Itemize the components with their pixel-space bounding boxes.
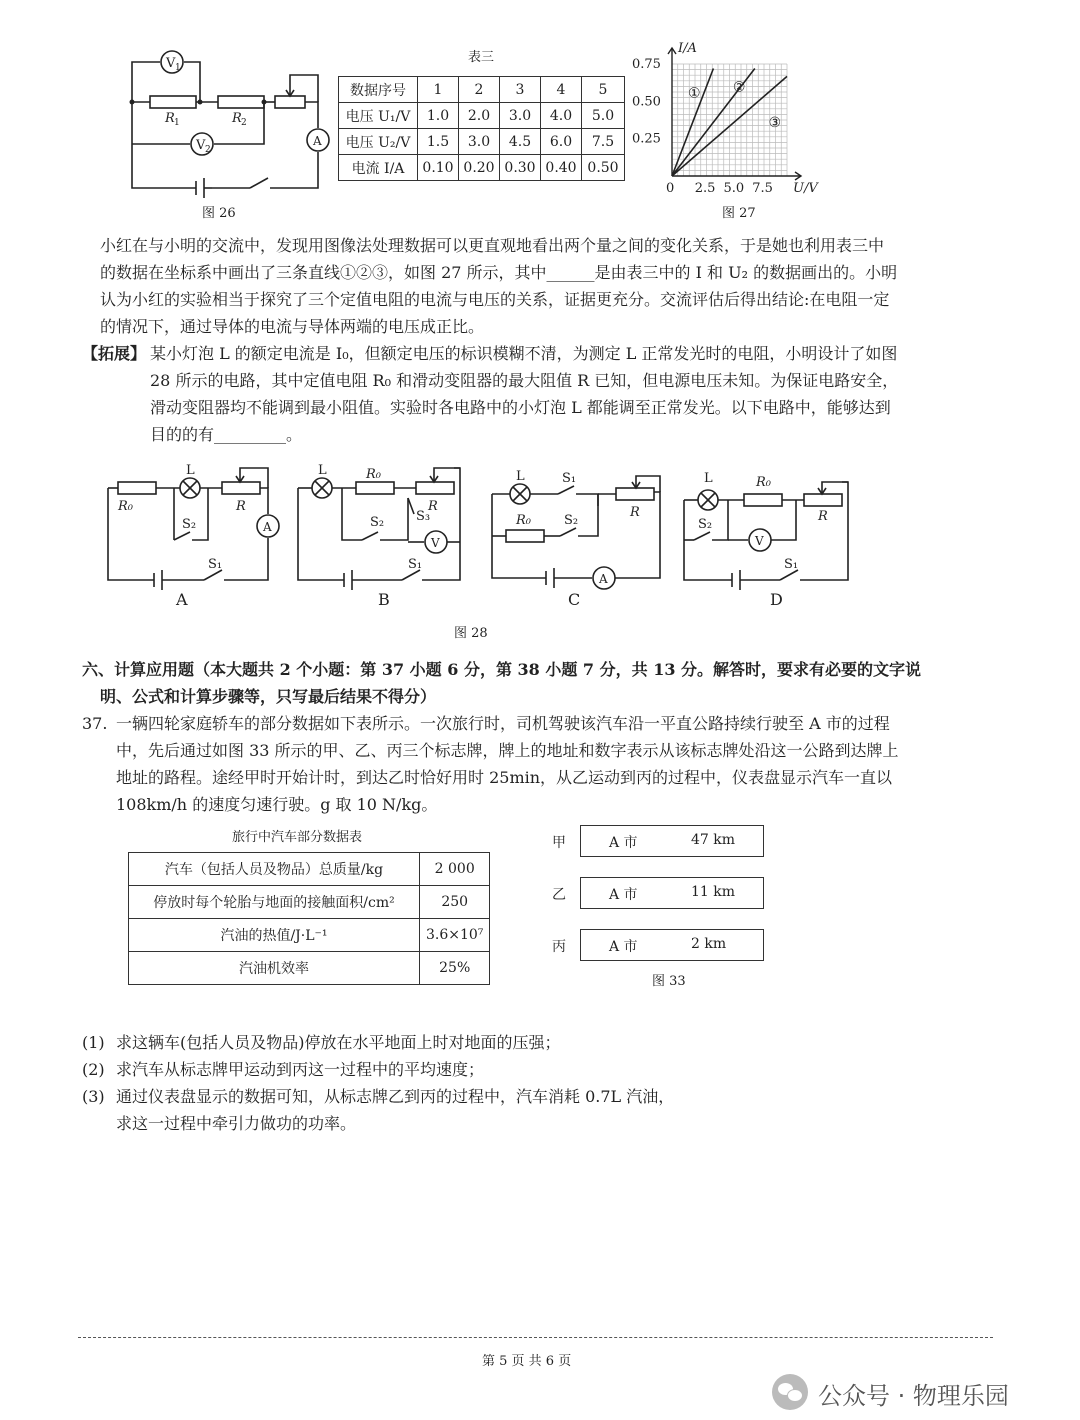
table-cell: 停放时每个轮胎与地面的接触面积/cm² xyxy=(129,886,420,919)
sign-distance: 47 km xyxy=(691,832,736,848)
x-tick-label: 0 xyxy=(666,181,675,196)
v1-label: V xyxy=(166,56,176,71)
table-cell: 0.30 xyxy=(500,155,541,181)
s2-label: S₂ xyxy=(182,517,197,532)
extension-line: 28 所示的电路，其中定值电阻 R₀ 和滑动变阻器的最大阻值 R 已知，但电源电压未知。为保证电路安全， xyxy=(150,371,899,390)
rheostat-label: R xyxy=(818,509,828,524)
para1-line: 的情况下，通过导体的电流与导体两端的电压成正比。 xyxy=(100,317,485,336)
watermark-text: 公众号 · 物理乐园 xyxy=(818,1382,1009,1410)
table-row xyxy=(129,853,490,886)
y-tick-label: 0.50 xyxy=(632,94,661,110)
subq-text: 通过仪表盘显示的数据可知，从标志牌乙到丙的过程中，汽车消耗 0.7L 汽油， xyxy=(116,1087,675,1106)
table-row xyxy=(339,103,625,129)
table-cell: 3.0 xyxy=(459,129,500,155)
r0-label: R₀ xyxy=(366,467,381,482)
sign-name: 丙 xyxy=(552,939,566,955)
sign-jia xyxy=(580,825,764,857)
table-cell: 电压 U₂/V xyxy=(339,129,418,155)
fig27-chart xyxy=(630,30,840,200)
q37-number: 37. xyxy=(82,714,108,733)
fig33-caption: 图 33 xyxy=(652,974,686,989)
table-cell: 5 xyxy=(582,77,625,103)
sign-name: 甲 xyxy=(552,835,566,851)
x-tick-label: 7.5 xyxy=(752,181,773,196)
series-label: ① xyxy=(688,85,701,102)
table-cell: 7.5 xyxy=(582,129,625,155)
table-cell: 电流 I/A xyxy=(339,155,418,181)
table-cell: 汽车（包括人员及物品）总质量/kg xyxy=(129,853,420,886)
table-cell: 2 000 xyxy=(420,853,490,886)
s1-label: S₁ xyxy=(208,557,223,572)
voltmeter-label: V xyxy=(431,536,440,550)
x-tick-label: 2.5 xyxy=(694,181,716,196)
table-row xyxy=(339,129,625,155)
sign-city: A 市 xyxy=(609,939,638,955)
table-cell: 6.0 xyxy=(541,129,582,155)
fig26-circuit xyxy=(120,40,340,200)
fig28-caption: 图 28 xyxy=(454,626,488,641)
v2-label: V xyxy=(196,138,206,153)
para1-line: 认为小红的实验相当于探究了三个定值电阻的电流与电压的关系，证据更充分。交流评估后得出结论:在电阻一定 xyxy=(100,290,890,309)
ammeter-label: A xyxy=(599,572,608,586)
table3 xyxy=(338,76,625,181)
table-row xyxy=(129,919,490,952)
table-cell: 25% xyxy=(420,952,490,985)
s3-label: S₃ xyxy=(416,509,431,524)
r0-label: R₀ xyxy=(756,475,771,490)
car-data-table xyxy=(128,852,490,985)
table-cell: 250 xyxy=(420,886,490,919)
s2-label: S₂ xyxy=(698,517,713,532)
table-cell: 3.0 xyxy=(500,103,541,129)
fig28-circuit-a xyxy=(100,462,280,612)
table-cell: 4 xyxy=(541,77,582,103)
table-row xyxy=(129,886,490,919)
sign-name: 乙 xyxy=(552,887,566,903)
option-d-label: D xyxy=(770,590,783,609)
table-cell: 5.0 xyxy=(582,103,625,129)
extension-line: 某小灯泡 L 的额定电流是 I₀，但额定电压的标识模糊不清，为测定 L 正常发光时的电阻，小明设计了如图 xyxy=(150,344,898,363)
car-table-title: 旅行中汽车部分数据表 xyxy=(232,830,363,845)
table3-title: 表三 xyxy=(468,50,495,65)
y-axis-label: I/A xyxy=(678,41,697,56)
table-cell: 4.0 xyxy=(541,103,582,129)
s1-label: S₁ xyxy=(784,557,799,572)
subq-number: (3) xyxy=(82,1087,105,1106)
r0-label: R₀ xyxy=(516,513,531,528)
para1-line: 的数据在坐标系中画出了三条直线①②③，如图 27 所示，其中______是由表三中的 I 和 U₂ 的数据画出的。小明 xyxy=(100,263,898,282)
x-axis-label: U/V xyxy=(793,181,818,196)
option-c-label: C xyxy=(568,590,581,609)
extension-line: 目的的有_________。 xyxy=(150,425,303,444)
fig27-caption: 图 27 xyxy=(722,206,756,221)
table-row xyxy=(339,77,625,103)
table-cell: 0.10 xyxy=(418,155,459,181)
sign-distance: 11 km xyxy=(691,884,736,900)
extension-tag: 【拓展】 xyxy=(82,344,147,363)
r0-label: R₀ xyxy=(118,499,133,514)
lamp-label: L xyxy=(704,471,713,486)
table-cell: 3 xyxy=(500,77,541,103)
s1-label: S₁ xyxy=(408,557,423,572)
s1-label: S₁ xyxy=(562,471,577,486)
table-cell: 1.0 xyxy=(418,103,459,129)
r2-label: R xyxy=(232,111,242,126)
ammeter-label: A xyxy=(313,134,322,148)
x-tick-label: 5.0 xyxy=(723,181,745,196)
r1-sub: 1 xyxy=(174,118,180,128)
r2-sub: 2 xyxy=(241,118,247,128)
lamp-label: L xyxy=(186,463,195,478)
q37-line: 地址的路程。途经甲时开始计时，到达乙时恰好用时 25min，从乙运动到丙的过程中，仪表盘显示汽车一直以 xyxy=(116,768,893,787)
subq-number: (2) xyxy=(82,1060,105,1079)
table-cell: 汽油机效率 xyxy=(129,952,420,985)
table-cell: 2 xyxy=(459,77,500,103)
table-cell: 0.40 xyxy=(541,155,582,181)
page-number: 第 5 页 共 6 页 xyxy=(482,1354,572,1369)
rheostat-label: R xyxy=(428,499,438,514)
y-tick-label: 0.75 xyxy=(632,57,661,72)
sign-distance: 2 km xyxy=(691,936,727,952)
table-cell: 电压 U₁/V xyxy=(339,103,418,129)
sign-city: A 市 xyxy=(609,835,638,851)
wechat-icon xyxy=(772,1374,808,1410)
rheostat-label: R xyxy=(630,505,640,520)
option-b-label: B xyxy=(378,590,390,609)
subq-text: 求汽车从标志牌甲运动到丙这一过程中的平均速度； xyxy=(116,1060,485,1079)
subq-text: 求这一过程中牵引力做功的功率。 xyxy=(116,1114,357,1133)
table-cell: 4.5 xyxy=(500,129,541,155)
table-cell: 1 xyxy=(418,77,459,103)
voltmeter-label: V xyxy=(755,534,764,548)
section6-heading: 明、公式和计算步骤等，只写最后结果不得分） xyxy=(100,687,437,706)
sign-bing xyxy=(580,929,764,961)
lamp-label: L xyxy=(516,469,525,484)
q37-line: 一辆四轮家庭轿车的部分数据如下表所示。一次旅行时，司机驾驶该汽车沿一平直公路持续行驶至 A 市的过程 xyxy=(116,714,890,733)
table-cell: 3.6×10⁷ xyxy=(420,919,490,952)
v1-sub: 1 xyxy=(175,63,181,73)
table-cell: 汽油的热值/J·L⁻¹ xyxy=(129,919,420,952)
table-row xyxy=(339,155,625,181)
subq-number: (1) xyxy=(82,1033,105,1052)
series-label: ③ xyxy=(768,115,782,132)
s2-label: S₂ xyxy=(370,515,385,530)
section6-heading: 六、计算应用题（本大题共 2 个小题：第 37 小题 6 分，第 38 小题 7 分，共 13 分。解答时，要求有必要的文字说 xyxy=(82,660,922,679)
extension-line: 滑动变阻器均不能调到最小阻值。实验时各电路中的小灯泡 L 都能调至正常发光。以下电路中，能够达到 xyxy=(150,398,891,417)
ammeter-label: A xyxy=(263,520,272,534)
series-label: ② xyxy=(732,79,746,96)
r1-label: R xyxy=(165,111,175,126)
fig26-caption: 图 26 xyxy=(202,206,236,221)
table-cell: 0.20 xyxy=(459,155,500,181)
sign-yi xyxy=(580,877,764,909)
table-row xyxy=(129,952,490,985)
y-tick-label: 0.25 xyxy=(632,131,661,147)
table-cell: 1.5 xyxy=(418,129,459,155)
subq-text: 求这辆车(包括人员及物品)停放在水平地面上时对地面的压强； xyxy=(116,1033,561,1052)
rheostat-label: R xyxy=(236,499,246,514)
v2-sub: 2 xyxy=(205,145,211,155)
table-cell: 2.0 xyxy=(459,103,500,129)
footer-divider xyxy=(78,1337,993,1338)
option-a-label: A xyxy=(176,590,188,609)
table-cell: 数据序号 xyxy=(339,77,418,103)
q37-line: 108km/h 的速度匀速行驶。g 取 10 N/kg。 xyxy=(116,795,438,814)
sign-city: A 市 xyxy=(609,887,638,903)
lamp-label: L xyxy=(318,463,327,478)
table-cell: 0.50 xyxy=(582,155,625,181)
s2-label: S₂ xyxy=(564,513,579,528)
q37-line: 中，先后通过如图 33 所示的甲、乙、丙三个标志牌，牌上的地址和数字表示从该标志牌处沿这一公路到达牌上 xyxy=(116,741,899,760)
para1-line: 小红在与小明的交流中，发现用图像法处理数据可以更直观地看出两个量之间的变化关系，于是她也利用表三中 xyxy=(100,236,885,255)
